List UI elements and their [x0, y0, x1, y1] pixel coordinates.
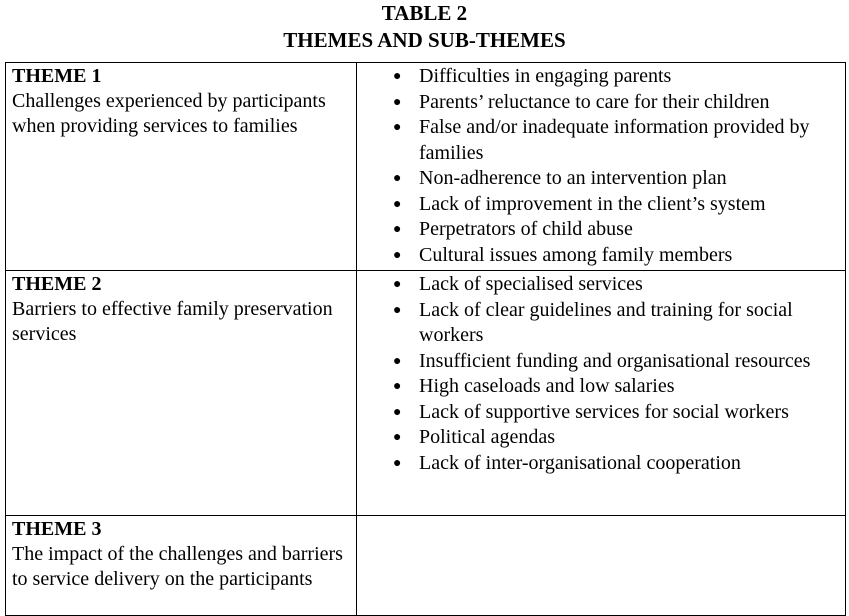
- bullet-icon: ●: [393, 171, 402, 186]
- list-item: [357, 298, 839, 349]
- theme-description: The impact of the challenges and barriers to service delivery on the participants: [12, 543, 343, 590]
- subtheme-text: Cultural issues among family members: [419, 243, 733, 266]
- subtheme-text: Lack of specialised services: [419, 273, 643, 295]
- subtheme-text: High caseloads and low salaries: [419, 375, 675, 397]
- bullet-icon: ●: [393, 94, 402, 110]
- themes-table: [5, 62, 846, 616]
- subtheme-text: Difficulties in engaging parents: [419, 65, 672, 87]
- theme-cell: [6, 271, 357, 516]
- list-item: [357, 115, 839, 166]
- theme-description: Barriers to effective family preservation services: [12, 298, 333, 345]
- subtheme-text: False and/or inadequate information provided by families: [419, 116, 810, 164]
- subtheme-text: Insufficient funding and organisational resources: [419, 349, 811, 372]
- bullet-icon: ●: [393, 247, 402, 263]
- list-item: [357, 349, 839, 375]
- list-item: [357, 217, 839, 243]
- subthemes-cell: [357, 271, 846, 516]
- table-title: TABLE 2: [381, 1, 468, 25]
- subthemes-cell: [357, 516, 846, 616]
- list-item: [357, 451, 839, 477]
- list-item: [357, 64, 839, 90]
- bullet-icon: ●: [393, 430, 402, 445]
- subtheme-text: Lack of clear guidelines and training for social workers: [419, 298, 793, 346]
- table-row: [6, 271, 846, 516]
- subtheme-text: Lack of supportive services for social workers: [419, 400, 789, 423]
- list-item: [357, 243, 839, 269]
- subtheme-text: Perpetrators of child abuse: [419, 218, 633, 240]
- theme-heading: THEME 1: [12, 65, 102, 87]
- subtheme-list: [357, 272, 839, 476]
- table-row: [6, 63, 846, 271]
- table-row: [6, 516, 846, 616]
- theme-heading: THEME 3: [12, 518, 102, 540]
- theme-cell: [6, 63, 357, 271]
- theme-description: Challenges experienced by participants when providing services to families: [12, 90, 326, 137]
- list-item: [357, 272, 839, 298]
- list-item: [357, 166, 839, 192]
- list-item: [357, 374, 839, 400]
- subtheme-text: Parents’ reluctance to care for their children: [419, 90, 770, 113]
- table-subtitle: THEMES AND SUB-THEMES: [283, 28, 566, 52]
- list-item: [357, 192, 839, 218]
- subthemes-cell: [357, 63, 846, 271]
- bullet-icon: ●: [393, 277, 402, 292]
- bullet-icon: ●: [393, 455, 402, 471]
- bullet-icon: ●: [393, 404, 402, 420]
- subtheme-list: [357, 64, 839, 268]
- theme-heading: THEME 2: [12, 273, 102, 295]
- bullet-icon: ●: [393, 69, 402, 84]
- bullet-icon: ●: [393, 302, 402, 318]
- subtheme-text: Lack of inter-organisational cooperation: [419, 451, 741, 474]
- bullet-icon: ●: [393, 379, 402, 394]
- subtheme-text: Political agendas: [419, 426, 556, 448]
- bullet-icon: ●: [393, 196, 402, 212]
- list-item: [357, 425, 839, 451]
- list-item: [357, 400, 839, 426]
- list-item: [357, 90, 839, 116]
- bullet-icon: ●: [393, 222, 402, 237]
- subtheme-text: Non-adherence to an intervention plan: [419, 167, 727, 189]
- subtheme-text: Lack of improvement in the client’s system: [419, 192, 766, 215]
- bullet-icon: ●: [393, 353, 402, 369]
- theme-cell: [6, 516, 357, 616]
- bullet-icon: ●: [393, 120, 402, 135]
